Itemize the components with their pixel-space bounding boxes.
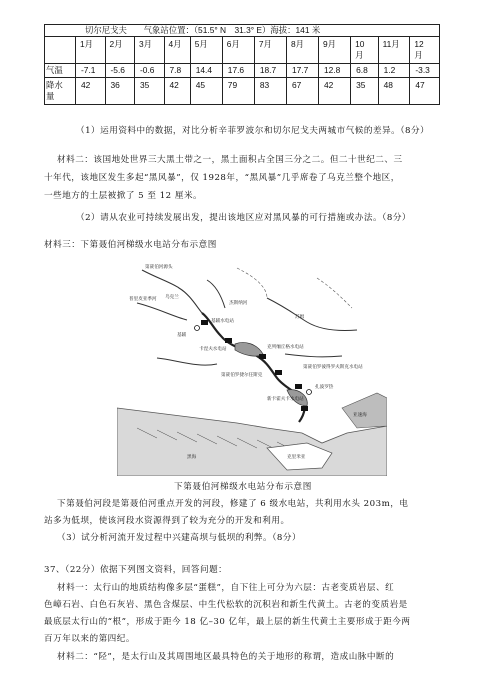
table-cell-month: 6月 [222,37,254,64]
map-label-kaniv-dam: 卡涅夫水电站 [199,347,227,352]
map-label-dnipro-dam: 第聂伯罗彼得罗夫斯克水电站 [303,365,363,370]
row-label-precipitation [45,78,76,105]
table-cell-month: 2月 [105,37,135,64]
month-label: 12月 [414,39,424,60]
table-cell: -5.6 [105,64,135,78]
dam-dnipro [295,384,302,389]
material-3-line-2: 站多为低坝，使该河段水资源得到了较为充分的开发和利用。 [44,516,290,526]
table-cell: 42 [164,78,190,105]
table-cell: 42 [319,78,351,105]
map-label-pripyat: 普里皮亚季河 [129,297,157,302]
table-cell: 18.7 [254,64,286,78]
dam-kremenchuk [259,354,266,359]
material-3-title: 材料三：下第聂伯河梯级水电站分布示意图 [44,240,217,250]
dam-dniprodzerzhynsk [275,370,282,375]
dnieper-map [117,258,387,476]
table-cell: 79 [222,78,254,105]
q37-material-1-line-1: 材料一：太行山的地质结构像多层“蛋糕”，自下往上可分为六层：古老变质岩层、红 [57,583,395,593]
map-label-kyiv: 基辅 [177,333,187,338]
q37-material-1-line-4: 百万年以来的第四纪。 [44,634,135,644]
material-3-line-1: 下第聂伯河段是第聂伯河重点开发的河段，修建了 6 级水电站，共利用水头 203m，电 [57,499,409,509]
question-3: （3）试分析河流开发过程中兴建高坝与低坝的利弊。（8分） [57,533,302,543]
table-cell: 35 [351,78,379,105]
table-cell: 12.8 [319,64,351,78]
climate-table [44,24,440,105]
map-label-zaporizhzhia: 扎波罗热 [315,385,334,390]
row-label-temperature: 气温 [45,64,76,78]
month-label: 10月 [355,39,365,60]
table-title: 切尔尼戈夫 气象站位置：（51.5° N 31.3° E）海拔：141 米 [45,25,440,37]
question-37-header: 37、（22分）依据下列图文资料，回答问题： [44,565,228,575]
precip-label: 降水量 [46,80,63,101]
table-cell-month: 7月 [254,37,286,64]
map-label-desna: 杰斯纳河 [229,301,248,306]
table-cell-month: 3月 [135,37,165,64]
map-label-azov-sea: 亚速海 [353,413,367,418]
table-cell: 7.8 [164,64,190,78]
table-cell: 83 [254,78,286,105]
reservoir-kremenchuk [235,342,263,356]
table-cell-month: 8月 [286,37,318,64]
table-row-temperature [45,64,440,78]
map-label-kremenchuk-dam: 克列缅丘格水电站 [267,345,304,350]
map-label-dniprodzerzhynsk: 第聂伯罗捷尔任斯克 [221,373,263,378]
question-1: （1）运用资料中的数据，对比分析辛菲罗波尔和切尔尼戈夫两城市气候的差异。（8分） [76,126,430,136]
table-cell: 42 [76,78,106,105]
table-cell: -3.3 [410,64,440,78]
table-cell: 17.6 [222,64,254,78]
q37-material-1-line-2: 色嶂石岩、白色石灰岩、黑色含煤层、中生代松软的沉积岩和新生代黄土。古老的变质岩是 [44,600,408,610]
map-caption: 下第聂伯河梯级水电站分布示意图 [174,482,312,492]
table-cell: -0.6 [135,64,165,78]
table-cell-month [410,37,440,64]
city-zaporizhzhia-dot [307,390,312,395]
dam-kyiv [201,320,208,325]
material-2-line-3: 一些地方的土层被掀了 5 至 12 厘米。 [44,191,203,201]
river-tributary-east [267,298,357,331]
table-cell-empty [45,37,76,64]
table-cell-month: 4月 [164,37,190,64]
table-cell-month: 1月 [76,37,106,64]
map-label-kyiv-dam: 基辅水电站 [211,319,234,324]
azov-sea-area [342,393,387,428]
map-label-sumy: 苏姆 [295,315,305,320]
river-tributary-west [157,358,217,365]
river-pripyat [137,303,187,320]
table-cell-month [351,37,379,64]
material-2-line-1: 材料二：该国地处世界三大黑土带之一，黑土面积占全国三分之二。但二十世纪二、三 [57,155,403,165]
river-desna [207,280,225,308]
river-main [202,313,305,422]
dam-kakhovka [301,406,308,411]
map-label-ukraine: 乌克兰 [165,295,179,300]
q37-material-2: 材料二：“陉”，是太行山及其周围地区最具特色的关于地形的称谓，造成山脉中断的 [57,652,395,662]
table-cell-month: 5月 [190,37,222,64]
city-kyiv-dot [195,326,200,331]
dam-kaniv [225,338,232,343]
question-2: （2）请从农业可持续发展出发，提出该地区应对黑风暴的可行措施或办法。（8分） [76,213,412,223]
map-label-source: 第聂伯河源头 [145,265,173,270]
table-cell: 67 [286,78,318,105]
table-cell: 6.8 [351,64,379,78]
table-cell: -7.1 [76,64,106,78]
table-cell: 36 [105,78,135,105]
table-cell: 1.2 [378,64,410,78]
table-cell: 48 [378,78,410,105]
river-tributary-se [285,354,342,357]
table-cell: 35 [135,78,165,105]
border-line [237,268,352,308]
map-label-black-sea: 黑海 [187,455,197,460]
table-row-months [45,37,440,64]
river-source [142,270,202,313]
table-cell-month: 11月 [378,37,410,64]
map-label-crimea: 克里米亚 [287,455,306,460]
black-sea-area [117,408,387,476]
table-cell: 45 [190,78,222,105]
table-cell: 14.4 [190,64,222,78]
table-cell: 17.7 [286,64,318,78]
table-cell: 47 [410,78,440,105]
q37-material-1-line-3: 最底层太行山的“根”，形成于距今 18 亿–30 亿年，最上层的新生代黄土主要形成于距今两 [44,617,411,627]
table-cell-month: 9月 [319,37,351,64]
map-label-kakhovka-dam: 新卡霍夫卡水电站 [267,397,304,402]
material-2-line-2: 十年代，该地区发生多起“黑风暴”，仅 1928年，“黑风暴”几乎席卷了乌克兰整个地区， [44,173,400,183]
table-row-precipitation [45,78,440,105]
map-svg [117,258,387,476]
